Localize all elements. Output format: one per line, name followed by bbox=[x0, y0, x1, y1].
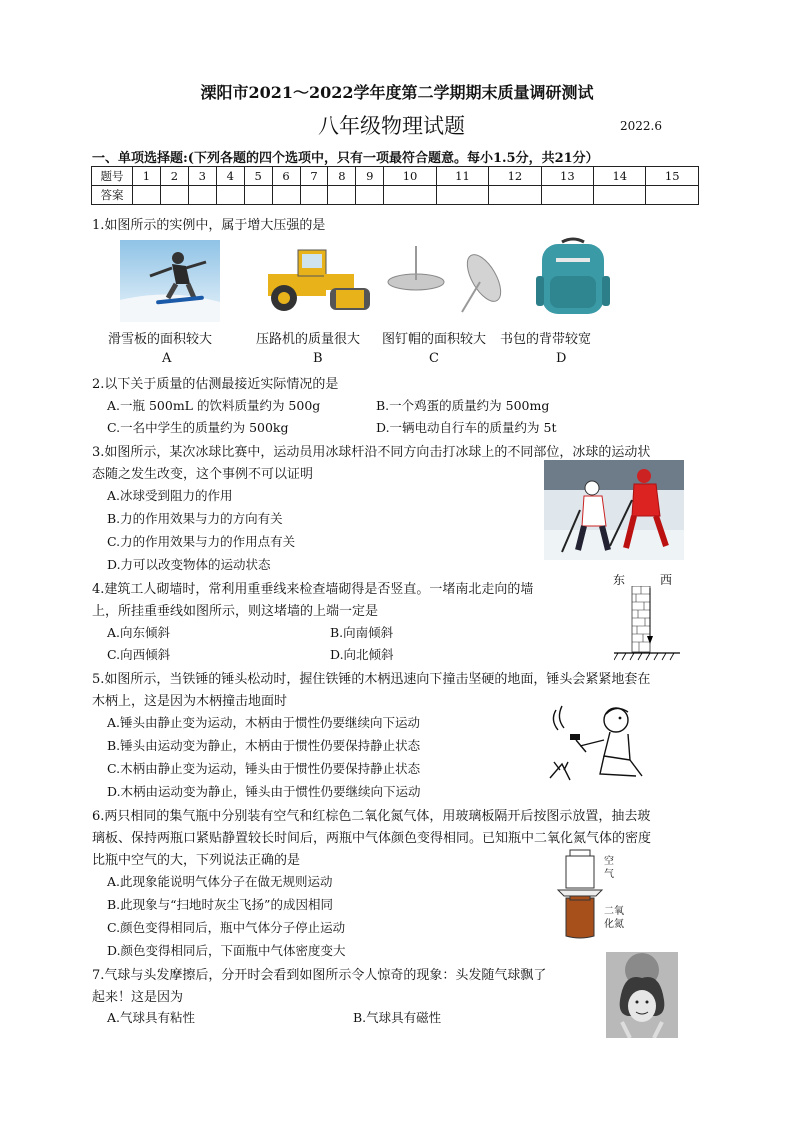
table-cell: 12 bbox=[489, 167, 541, 186]
q1-letter-d: D bbox=[556, 351, 567, 366]
exam-subtitle: 八年级物理试题 bbox=[318, 114, 465, 138]
fig-air-label-2: 气 bbox=[604, 869, 614, 880]
answer-cell[interactable] bbox=[646, 186, 699, 205]
section-heading: 一、单项选择题:(下列各题的四个选项中，只有一项最符合题意。每小1.5分，共21分） bbox=[92, 151, 599, 166]
fig-east-label: 东 bbox=[613, 573, 626, 587]
table-cell: 3 bbox=[188, 167, 216, 186]
q2-option-b[interactable]: B.一个鸡蛋的质量约为 500mg bbox=[376, 398, 550, 413]
road-roller-image bbox=[258, 244, 376, 312]
hockey-image bbox=[544, 460, 684, 560]
q6-option-c[interactable]: C.颜色变得相同后，瓶中气体分子停止运动 bbox=[107, 920, 346, 935]
answer-cell[interactable] bbox=[188, 186, 216, 205]
backpack-image bbox=[532, 236, 614, 320]
q1-caption-c: 图钉帽的面积较大 bbox=[382, 332, 487, 347]
answer-cell[interactable] bbox=[300, 186, 328, 205]
table-cell: 10 bbox=[384, 167, 436, 186]
table-cell: 5 bbox=[244, 167, 272, 186]
table-row bbox=[92, 167, 699, 186]
q6-stem-line1: 6.两只相同的集气瓶中分别装有空气和红棕色二氧化氮气体，用玻璃板隔开后按图示放置，抽去玻 bbox=[92, 809, 651, 824]
q6-option-a[interactable]: A.此现象能说明气体分子在做无规则运动 bbox=[107, 874, 333, 889]
q4-option-c[interactable]: C.向西倾斜 bbox=[107, 647, 171, 662]
fig-air-label-1: 空 bbox=[604, 856, 614, 867]
answer-cell[interactable] bbox=[160, 186, 188, 205]
snowboard-image bbox=[120, 240, 220, 322]
answer-cell[interactable] bbox=[328, 186, 356, 205]
q5-stem-line1: 5.如图所示，当铁锤的锤头松动时，握住铁锤的木柄迅速向下撞击坚硬的地面，锤头会紧紧地套在 bbox=[92, 672, 651, 687]
q5-option-b[interactable]: B.锤头由运动变为静止，木柄由于惯性仍要保持静止状态 bbox=[107, 738, 421, 753]
answer-cell[interactable] bbox=[436, 186, 488, 205]
q3-stem-line2: 态随之发生改变，这个事例不可以证明 bbox=[92, 467, 314, 482]
q1-stem: 1.如图所示的实例中，属于增大压强的是 bbox=[92, 218, 326, 233]
answer-cell[interactable] bbox=[244, 186, 272, 205]
q7-option-a[interactable]: A.气球具有粘性 bbox=[107, 1010, 196, 1025]
row-label: 题号 bbox=[92, 167, 133, 186]
table-cell: 4 bbox=[216, 167, 244, 186]
q6-stem-line2: 璃板、保持两瓶口紧贴静置较长时间后，两瓶中气体颜色变得相同。已知瓶中二氧化氮气体的密度 bbox=[92, 831, 652, 846]
q5-option-d[interactable]: D.木柄由运动变为静止，锤头由于惯性仍要继续向下运动 bbox=[107, 784, 421, 799]
answer-cell[interactable] bbox=[133, 186, 161, 205]
exam-date: 2022.6 bbox=[620, 119, 662, 133]
fig-no2-label-2: 化氮 bbox=[604, 919, 624, 930]
thumbtack-image bbox=[384, 242, 518, 314]
gas-bottles-figure bbox=[556, 848, 604, 940]
q1-caption-a: 滑雪板的面积较大 bbox=[108, 332, 213, 347]
exam-title: 溧阳市2021～2022学年度第二学期期末质量调研测试 bbox=[200, 83, 594, 102]
hammer-man-figure bbox=[546, 700, 650, 784]
q7-stem-line1: 7.气球与头发摩擦后，分开时会看到如图所示令人惊奇的现象：头发随气球飘了 bbox=[92, 968, 547, 983]
table-cell: 15 bbox=[646, 167, 699, 186]
q2-stem: 2.以下关于质量的估测最接近实际情况的是 bbox=[92, 377, 339, 392]
q3-option-b[interactable]: B.力的作用效果与力的方向有关 bbox=[107, 511, 283, 526]
table-cell: 6 bbox=[272, 167, 300, 186]
answer-cell[interactable] bbox=[272, 186, 300, 205]
table-cell: 11 bbox=[436, 167, 488, 186]
answer-cell[interactable] bbox=[356, 186, 384, 205]
answer-cell[interactable] bbox=[216, 186, 244, 205]
answer-cell[interactable] bbox=[384, 186, 436, 205]
q1-letter-a: A bbox=[162, 351, 172, 366]
table-row bbox=[92, 186, 699, 205]
q1-letter-c: C bbox=[429, 351, 439, 366]
q4-option-b[interactable]: B.向南倾斜 bbox=[330, 625, 394, 640]
q5-option-c[interactable]: C.木柄由静止变为运动，锤头由于惯性仍要保持静止状态 bbox=[107, 761, 421, 776]
row-label: 答案 bbox=[92, 186, 133, 205]
answer-cell[interactable] bbox=[541, 186, 593, 205]
fig-no2-label-1: 二氧 bbox=[604, 906, 624, 917]
q2-option-a[interactable]: A.一瓶 500mL 的饮料质量约为 500g bbox=[107, 398, 321, 413]
q3-stem-line1: 3.如图所示，某次冰球比赛中，运动员用冰球杆沿不同方向击打冰球上的不同部位，冰球的运动状 bbox=[92, 445, 651, 460]
table-cell: 7 bbox=[300, 167, 328, 186]
q4-option-a[interactable]: A.向东倾斜 bbox=[107, 625, 171, 640]
q2-option-d[interactable]: D.一辆电动自行车的质量约为 5t bbox=[376, 420, 557, 435]
q7-option-b[interactable]: B.气球具有磁性 bbox=[353, 1010, 442, 1025]
q3-option-c[interactable]: C.力的作用效果与力的作用点有关 bbox=[107, 534, 296, 549]
table-cell: 14 bbox=[594, 167, 646, 186]
q3-option-d[interactable]: D.力可以改变物体的运动状态 bbox=[107, 557, 271, 572]
q1-caption-d: 书包的背带较宽 bbox=[500, 332, 592, 347]
q4-stem-line2: 上，所挂重垂线如图所示，则这堵墙的上端一定是 bbox=[92, 604, 379, 619]
q3-option-a[interactable]: A.冰球受到阻力的作用 bbox=[107, 488, 233, 503]
q4-stem-line1: 4.建筑工人砌墙时，常利用重垂线来检查墙砌得是否竖直。一堵南北走向的墙 bbox=[92, 582, 534, 597]
q6-stem-line3: 比瓶中空气的大，下列说法正确的是 bbox=[92, 853, 301, 868]
q4-option-d[interactable]: D.向北倾斜 bbox=[330, 647, 394, 662]
answer-table bbox=[91, 166, 699, 205]
q1-caption-b: 压路机的质量很大 bbox=[256, 332, 361, 347]
table-cell: 13 bbox=[541, 167, 593, 186]
q1-letter-b: B bbox=[313, 351, 323, 366]
table-cell: 2 bbox=[160, 167, 188, 186]
table-cell: 8 bbox=[328, 167, 356, 186]
q2-option-c[interactable]: C.一名中学生的质量约为 500kg bbox=[107, 420, 289, 435]
answer-cell[interactable] bbox=[489, 186, 541, 205]
answer-cell[interactable] bbox=[594, 186, 646, 205]
q6-option-b[interactable]: B.此现象与“扫地时灰尘飞扬”的成因相同 bbox=[107, 897, 333, 912]
table-cell: 1 bbox=[133, 167, 161, 186]
q7-stem-line2: 起来！这是因为 bbox=[92, 990, 184, 1005]
fig-west-label: 西 bbox=[660, 573, 673, 587]
q6-option-d[interactable]: D.颜色变得相同后，下面瓶中气体密度变大 bbox=[107, 943, 346, 958]
balloon-hair-photo bbox=[606, 952, 678, 1038]
q5-stem-line2: 木柄上，这是因为木柄撞击地面时 bbox=[92, 694, 288, 709]
table-cell: 9 bbox=[356, 167, 384, 186]
plumb-wall-figure bbox=[614, 586, 684, 662]
q5-option-a[interactable]: A.锤头由静止变为运动，木柄由于惯性仍要继续向下运动 bbox=[107, 715, 421, 730]
